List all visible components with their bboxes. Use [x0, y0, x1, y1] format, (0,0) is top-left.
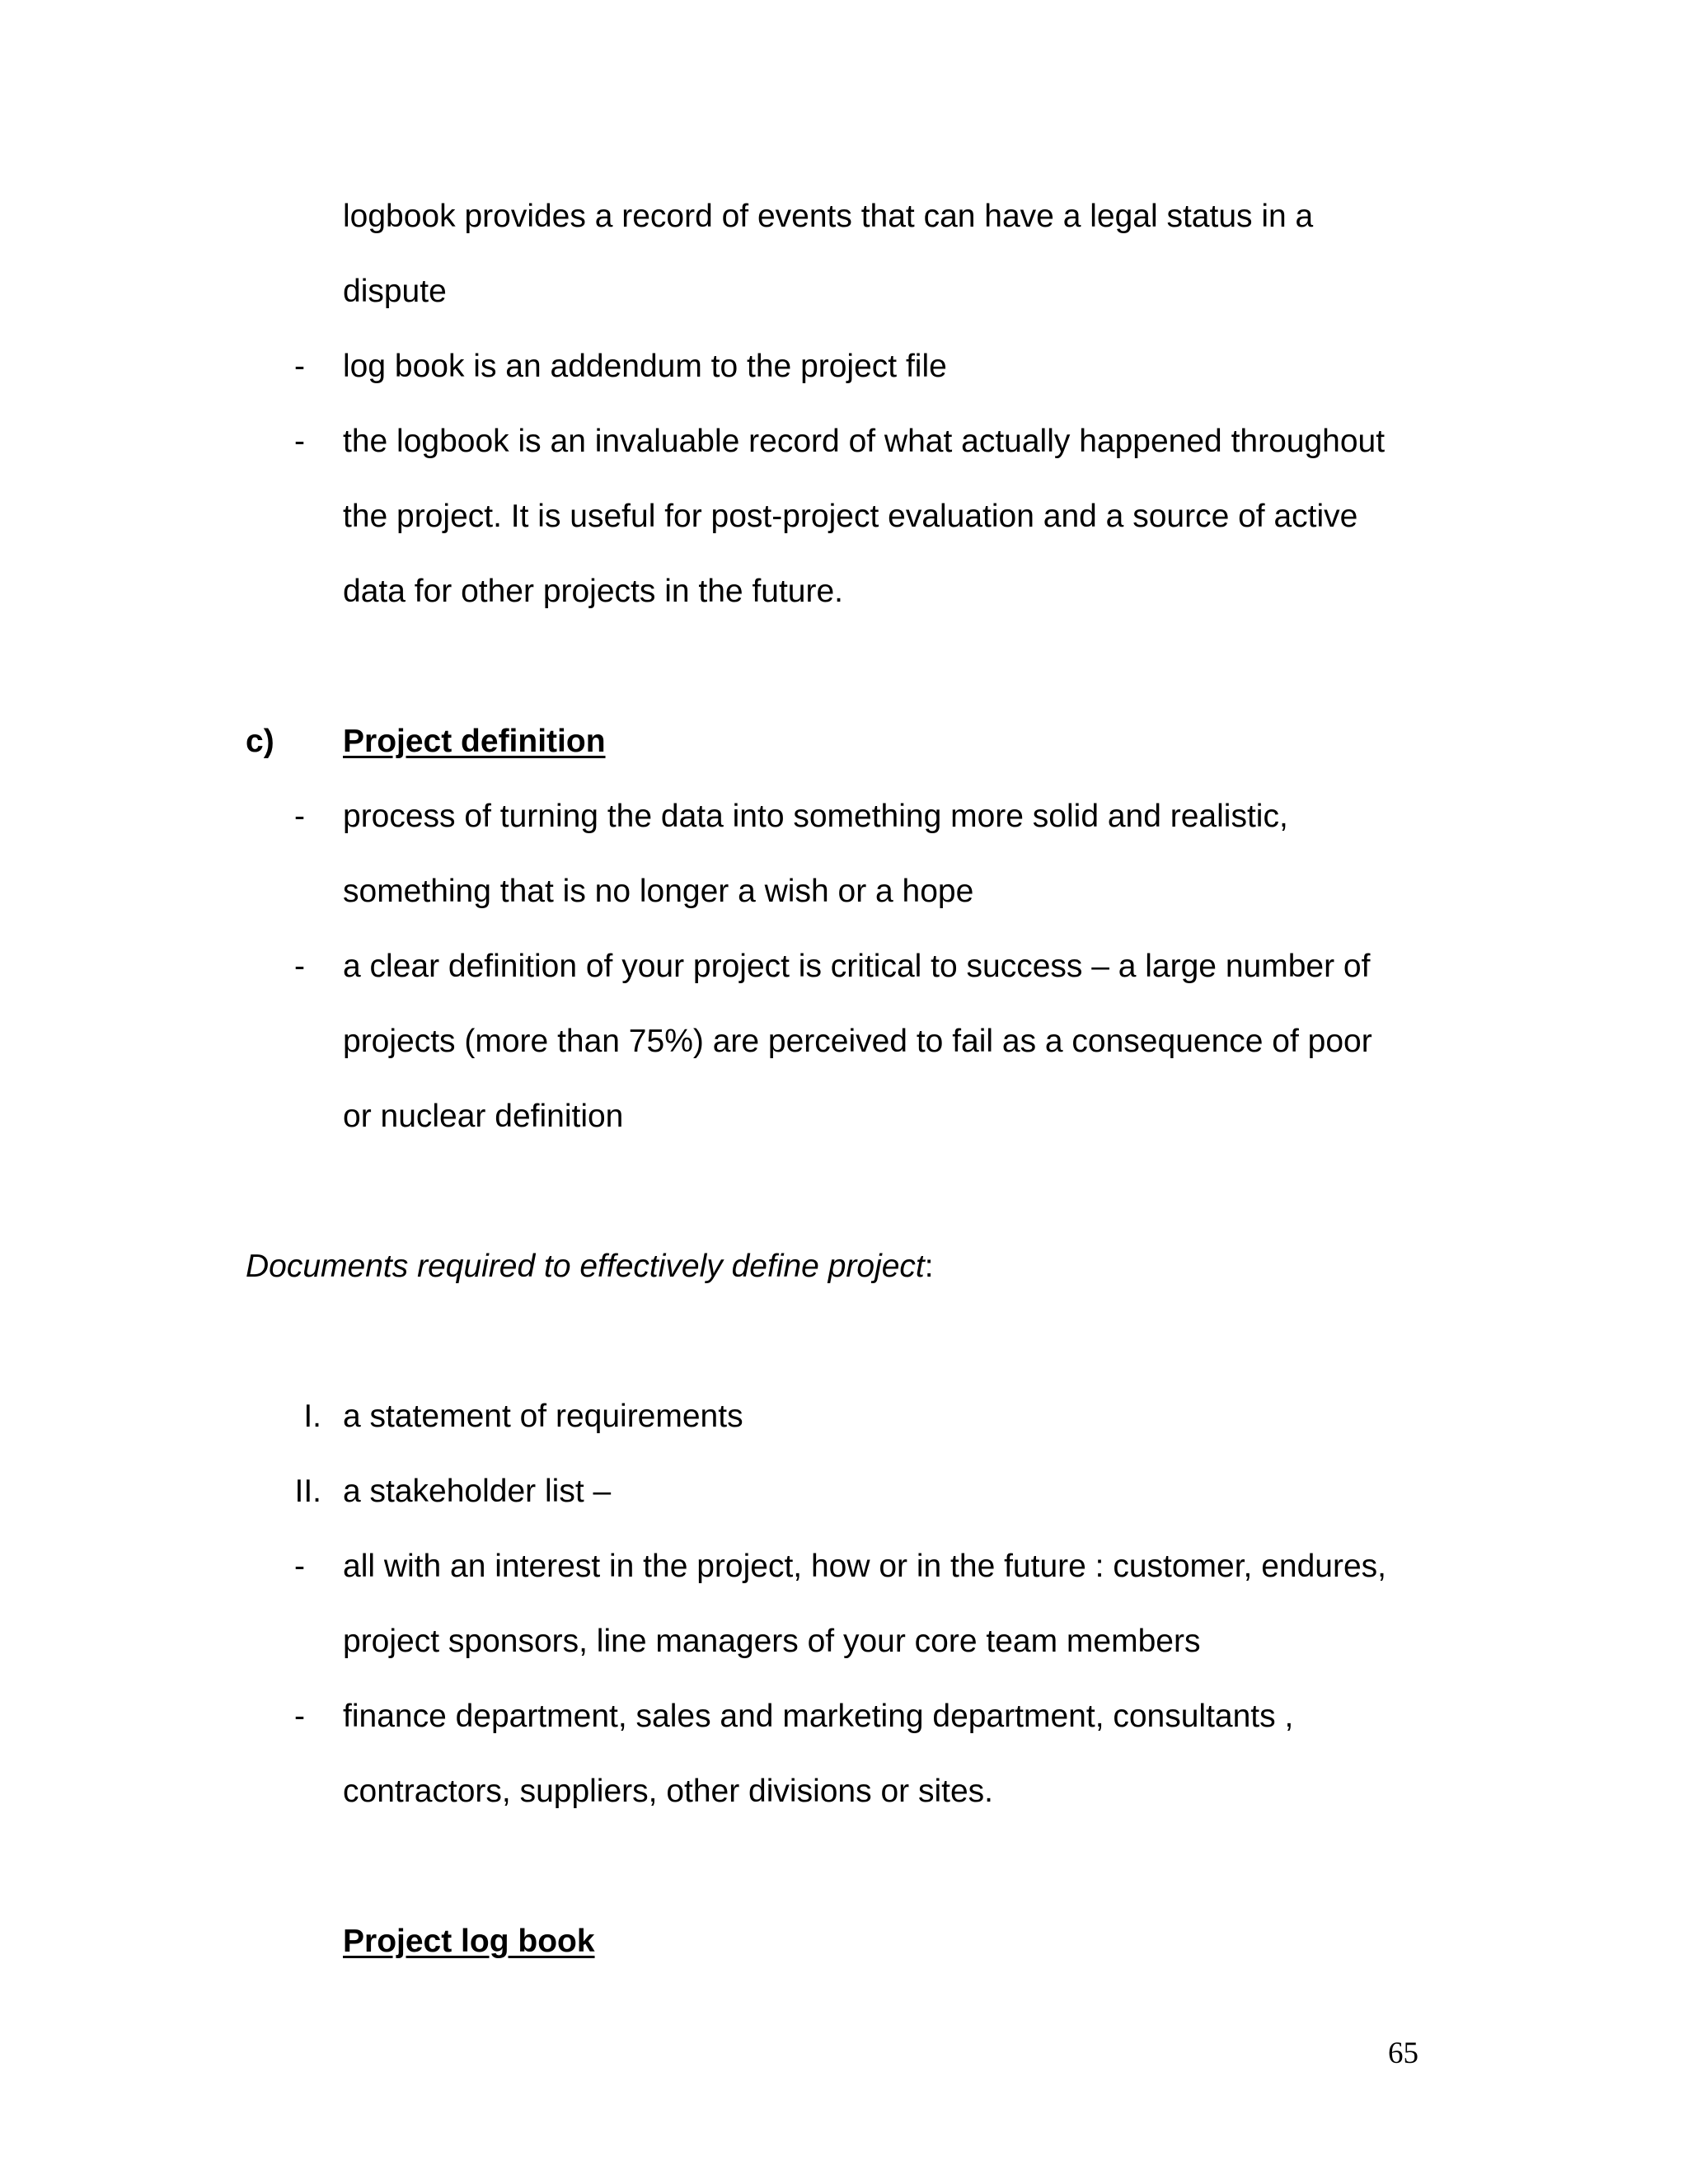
section-heading: Project definition: [343, 724, 606, 759]
bullet-marker: -: [294, 349, 305, 384]
bullet-marker: -: [294, 799, 305, 834]
documents-lead-italic: Documents required to effectively define project: [246, 1249, 925, 1284]
bullet-text: contractors, suppliers, other divisions or sites.: [343, 1774, 993, 1809]
bullet-text: the logbook is an invaluable record of what actually happened throughout: [343, 424, 1386, 459]
bullet-text: all with an interest in the project, how or in the future : customer, endures,: [343, 1549, 1386, 1584]
bullet-text: a clear definition of your project is critical to success – a large number of: [343, 949, 1371, 984]
bullet-text: something that is no longer a wish or a hope: [343, 874, 974, 909]
closing-heading: Project log book: [343, 1924, 595, 1959]
documents-lead-suffix: :: [924, 1249, 934, 1284]
roman-marker: I.: [303, 1399, 321, 1434]
page-number: 65: [1388, 2036, 1418, 2070]
bullet-marker: -: [294, 949, 305, 984]
bullet-text: the project. It is useful for post-project evaluation and a source of active: [343, 499, 1358, 534]
bullet-text: log book is an addendum to the project file: [343, 349, 947, 384]
intro-line-2: dispute: [343, 274, 447, 309]
bullet-text: project sponsors, line managers of your core team members: [343, 1624, 1201, 1659]
bullet-text: data for other projects in the future.: [343, 574, 844, 609]
bullet-text: or nuclear definition: [343, 1099, 624, 1134]
list-item-text: a stakeholder list –: [343, 1474, 612, 1509]
bullet-text: finance department, sales and marketing department, consultants ,: [343, 1699, 1294, 1734]
bullet-text: projects (more than 75%) are perceived to fail as a consequence of poor: [343, 1024, 1372, 1059]
bullet-marker: -: [294, 1549, 305, 1584]
list-item-text: a statement of requirements: [343, 1399, 743, 1434]
intro-line-1: logbook provides a record of events that can have a legal status in a: [343, 199, 1314, 234]
roman-marker: II.: [294, 1474, 321, 1509]
bullet-marker: -: [294, 1699, 305, 1734]
bullet-text: process of turning the data into something more solid and realistic,: [343, 799, 1288, 834]
section-label: c): [246, 724, 274, 759]
bullet-marker: -: [294, 424, 305, 459]
documents-lead: [246, 1248, 934, 1286]
